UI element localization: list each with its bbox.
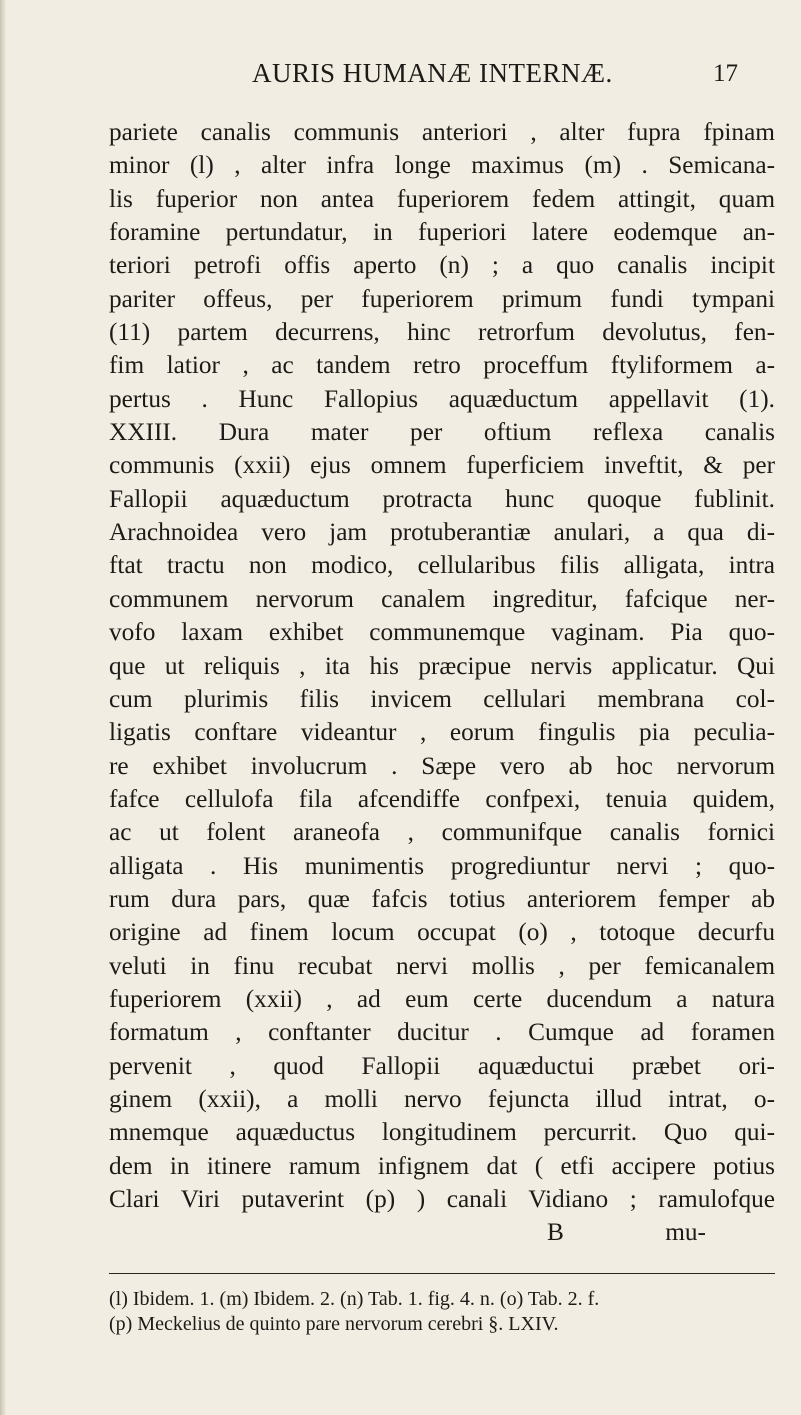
text-line: ligatis conftare videantur , eorum fingulis pia peculia- bbox=[109, 718, 775, 747]
page-number: 17 bbox=[713, 60, 738, 87]
text-line: Clari Viri putaverint (p) ) canali Vidiano ; ramulofque bbox=[109, 1185, 775, 1213]
text-line: dem in itinere ramum infignem dat ( etfi accipere potius bbox=[109, 1151, 775, 1180]
text-line: cum plurimis filis invicem cellulari membrana col- bbox=[109, 684, 775, 713]
text-line: minor (l) , alter infra longe maximus (m) . Semicana- bbox=[109, 151, 775, 180]
text-line: veluti in finu recubat nervi mollis , per femicanalem bbox=[109, 951, 775, 980]
page-edge-shadow bbox=[0, 0, 6, 1415]
text-line: Fallopii aquæductum protracta hunc quoque fublinit. bbox=[109, 484, 775, 513]
signature-mark: B bbox=[547, 1218, 564, 1247]
text-line: (11) partem decurrens, hinc retrorfum devolutus, fen- bbox=[109, 318, 775, 347]
text-line: ginem (xxii), a molli nervo fejuncta illud intrat, o- bbox=[109, 1084, 775, 1113]
catchword: mu- bbox=[665, 1218, 706, 1247]
text-line: pertus . Hunc Fallopius aquæductum appellavit (1). bbox=[109, 384, 775, 413]
text-line: formatum , conftanter ducitur . Cumque ad foramen bbox=[109, 1018, 775, 1047]
text-line: teriori petrofi offis aperto (n) ; a quo canalis incipit bbox=[109, 251, 775, 280]
text-line: communem nervorum canalem ingreditur, fafcique ner- bbox=[109, 584, 775, 613]
footnote-line: (p) Meckelius de quinto pare nervorum cerebri §. LXIV. bbox=[109, 1313, 559, 1335]
text-line: pariter offeus, per fuperiorem primum fundi tympani bbox=[109, 284, 775, 313]
text-line: foramine pertundatur, in fuperiori latere eodemque an- bbox=[109, 218, 775, 247]
text-line: fim latior , ac tandem retro proceffum ftyliformem a- bbox=[109, 351, 775, 380]
text-line: pervenit , quod Fallopii aquæductui præbet ori- bbox=[109, 1051, 775, 1080]
text-line: fuperiorem (xxii) , ad eum certe ducendum a natura bbox=[109, 984, 775, 1013]
text-line: vofo laxam exhibet communemque vaginam. Pia quo- bbox=[109, 618, 775, 647]
text-line: XXIII. Dura mater per oftium reflexa canalis bbox=[109, 418, 775, 447]
text-line: re exhibet involucrum . Sæpe vero ab hoc nervorum bbox=[109, 751, 775, 780]
text-line: alligata . His munimentis progrediuntur nervi ; quo- bbox=[109, 851, 775, 880]
text-line: ac ut folent araneofa , communifque canalis fornici bbox=[109, 818, 775, 847]
signature-line bbox=[109, 1216, 775, 1249]
page-header bbox=[0, 58, 801, 92]
text-line: mnemque aquæductus longitudinem percurrit. Quo qui- bbox=[109, 1118, 775, 1147]
footnotes bbox=[109, 1287, 775, 1337]
text-line: rum dura pars, quæ fafcis totius anteriorem femper ab bbox=[109, 884, 775, 913]
footnote-line: (l) Ibidem. 1. (m) Ibidem. 2. (n) Tab. 1. fig. 4. n. (o) Tab. 2. f. bbox=[109, 1288, 600, 1310]
text-line: ftat tractu non modico, cellularibus filis alligata, intra bbox=[109, 551, 775, 580]
footnote-divider bbox=[109, 1273, 775, 1274]
text-line: lis fuperior non antea fuperiorem fedem attingit, quam bbox=[109, 184, 775, 213]
text-line: que ut reliquis , ita his præcipue nervis applicatur. Qui bbox=[109, 651, 775, 680]
text-line: origine ad finem locum occupat (o) , totoque decurfu bbox=[109, 918, 775, 947]
running-title: AURIS HUMANÆ INTERNÆ. bbox=[252, 58, 613, 88]
body-text bbox=[109, 116, 775, 1249]
text-line: communis (xxii) ejus omnem fuperficiem inveftit, & per bbox=[109, 451, 775, 480]
text-line: Arachnoidea vero jam protuberantiæ anulari, a qua di- bbox=[109, 518, 775, 547]
text-line: fafce cellulofa fila afcendiffe confpexi, tenuia quidem, bbox=[109, 784, 775, 813]
text-line: pariete canalis communis anteriori , alter fupra fpinam bbox=[109, 118, 775, 146]
